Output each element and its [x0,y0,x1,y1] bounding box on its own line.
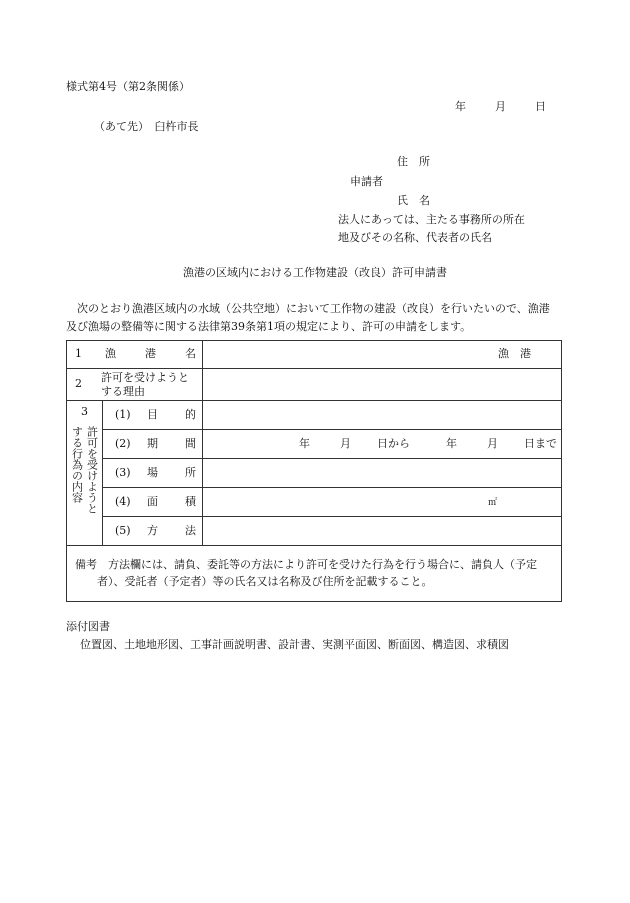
address-label: 住 所 [397,155,430,168]
label-char: 期 [147,436,158,450]
fishing-port-value-cell[interactable] [203,341,562,369]
application-form-table [66,340,562,602]
reason-value-cell[interactable] [203,369,562,401]
label-char: 方 [147,523,158,537]
label-char: 港 [145,347,156,361]
date-month-label: 月 [495,100,506,113]
intro-line1: 次のとおり漁港区域内の水域（公共空地）において工作物の建設（改良）を行いたいので、漁港 [77,302,550,315]
row-area [67,488,562,517]
period-to-month: 月 [487,436,498,450]
label-char: 目 [147,407,158,421]
sub-number: (3) [115,465,131,479]
intro-line2: 及び漁場の整備等に関する法律第39条第1項の規定により、許可の申請をします。 [66,320,472,333]
date-line [455,100,546,115]
method-label-cell [103,517,203,546]
period-from-year: 年 [299,436,310,450]
area-unit: ㎡ [487,497,497,508]
purpose-label-cell [103,401,203,430]
attachments-list: 位置図、土地地形図、工事計画説明書、設計書、実測平面図、断面図、構造図、求積図 [80,638,509,651]
location-value-cell[interactable] [203,459,562,488]
date-year-label: 年 [455,100,466,113]
period-to-year: 年 [446,436,457,450]
period-from-month: 月 [340,436,351,450]
row-number: 1 [75,347,82,361]
row-fishing-port [67,341,562,369]
reason-label-line1: 許可を受けようと [101,370,189,384]
row-period [67,430,562,459]
corporate-note-line2: 地及びその名称、代表者の氏名 [338,231,492,244]
label-char: 積 [185,494,196,508]
section3-label-col-b: する行為の内容 [70,425,84,503]
label-char: 所 [185,465,196,479]
reason-label-cell [67,369,203,401]
row-remarks [67,546,562,602]
label-char: 名 [185,347,196,361]
sub-number: (4) [115,494,131,508]
fishing-port-label-cell [67,341,203,369]
remarks-line1: 備考 方法欄には、請負、委託等の方法により許可を受けた行為を行う場合に、請負人（予定 [75,558,537,571]
sub-number: (1) [115,407,131,421]
label-char: 場 [147,465,158,479]
purpose-value-cell[interactable] [203,401,562,430]
row-number: 2 [75,376,82,390]
period-label-cell [103,430,203,459]
label-char: 法 [185,523,196,537]
period-from-day: 日から [377,436,410,450]
form-number: 様式第4号（第2条関係） [66,80,190,93]
date-day-label: 日 [535,100,546,113]
section3-label-cell [67,401,103,546]
label-char: 漁 [105,347,116,361]
row-location [67,459,562,488]
label-char: 間 [185,436,196,450]
sub-number: (5) [115,523,131,537]
attachments-heading: 添付図書 [66,620,110,633]
period-to-day: 日まで [524,436,557,450]
area-label-cell [103,488,203,517]
label-char: 的 [185,407,196,421]
area-value-cell[interactable] [203,488,562,517]
row-purpose [67,401,562,430]
fishing-port-suffix: 漁 港 [498,347,531,361]
remarks-line2: 者）、受託者（予定者）等の氏名又は名称及び住所を記載すること。 [97,575,433,588]
label-char: 面 [147,494,158,508]
sub-number: (2) [115,436,131,450]
row-reason [67,369,562,401]
applicant-label: 申請者 [350,175,383,188]
name-label: 氏 名 [397,194,430,207]
row-method [67,517,562,546]
corporate-note-line1: 法人にあっては、主たる事務所の所在 [338,213,525,226]
reason-label-line2: する理由 [101,384,145,398]
document-title: 漁港の区域内における工作物建設（改良）許可申請書 [183,266,447,279]
location-label-cell [103,459,203,488]
method-value-cell[interactable] [203,517,562,546]
addressee: （あて先） 臼杵市長 [94,120,199,133]
section3-label-col-a: 許可を受けようと [85,425,99,514]
section3-number: 3 [81,405,88,418]
period-value-cell[interactable] [203,430,562,459]
remarks-cell [67,546,562,602]
